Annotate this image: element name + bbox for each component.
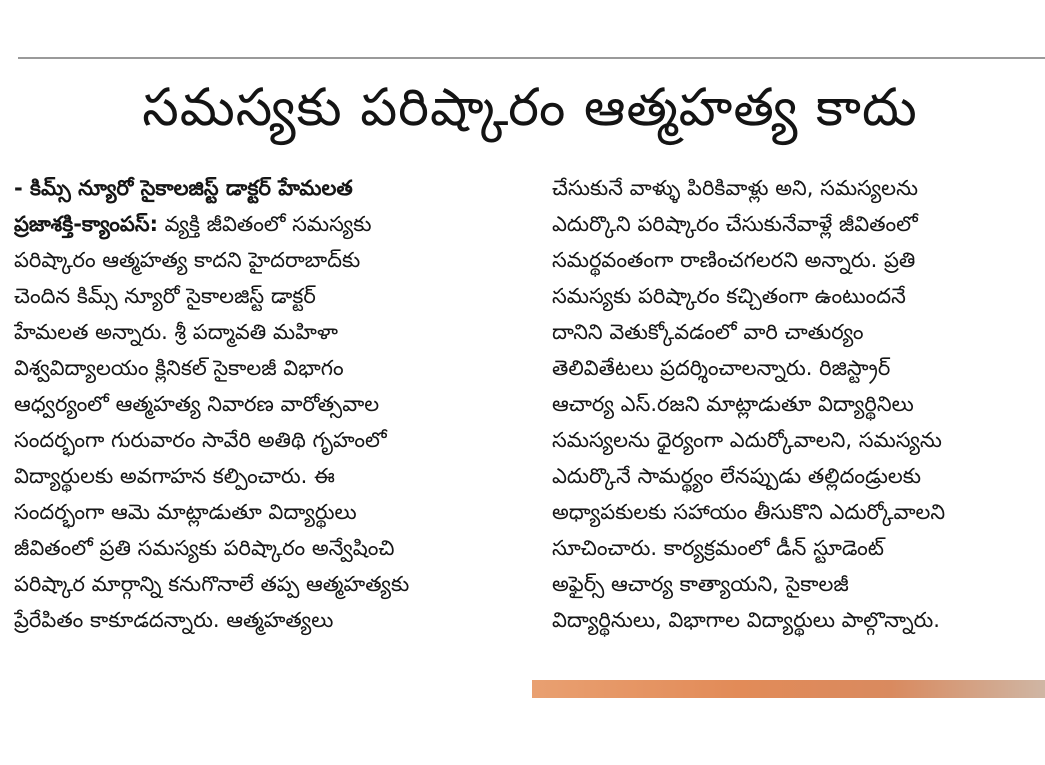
body-line: విశ్వవిద్యాలయం క్లినికల్ సైకాలజీ విభాగం xyxy=(14,356,344,380)
body-line: అధ్యాపకులకు సహాయం తీసుకొని ఎదుర్కోవాలని xyxy=(552,500,946,524)
body-line: ఆచార్య ఎస్.రజని మాట్లాడుతూ విద్యార్థినిలు xyxy=(552,392,914,416)
body-line: ఆధ్వర్యంలో ఆత్మహత్య నివారణ వారోత్సవాల xyxy=(14,392,380,416)
body-line: చెందిన కిమ్స్ న్యూరో సైకాలజిస్ట్ డాక్టర్ xyxy=(14,284,316,308)
body-line: పరిష్కారం ఆత్మహత్య కాదని హైదరాబాద్‌కు xyxy=(14,248,361,272)
body-line: సమస్యకు పరిష్కారం కచ్చితంగా ఉంటుందనే xyxy=(552,284,906,308)
body-line: జీవితంలో ప్రతి సమస్యకు పరిష్కారం అన్వేషించి xyxy=(14,536,395,560)
dateline: ప్రజాశక్తి-క్యాంపస్: xyxy=(14,212,158,236)
headline: సమస్యకు పరిష్కారం ఆత్మహత్య కాదు xyxy=(142,77,918,138)
body-line: సందర్భంగా గురువారం సావేరి అతిథి గృహంలో xyxy=(14,428,387,452)
body-line: ఎదుర్కొనే సామర్థ్యం లేనప్పుడు తల్లిదండ్రులకు xyxy=(552,464,922,488)
photo-strip xyxy=(532,680,1045,698)
body-line: సమస్యలను ధైర్యంగా ఎదుర్కోవాలని, సమస్యను xyxy=(552,428,942,452)
body-line: చేసుకునే వాళ్ళు పిరికివాళ్లు అని, సమస్యలను xyxy=(552,176,919,200)
body-line: విద్యార్థినులు, విభాగాల విద్యార్థులు పాల్గొన్నారు. xyxy=(552,608,940,632)
body-line: పరిష్కార మార్గాన్ని కనుగొనాలే తప్ప ఆత్మహత్యకు xyxy=(14,572,410,596)
body-line: తెలివితేటలు ప్రదర్శించాలన్నారు. రిజిస్ట్రార్ xyxy=(552,356,891,380)
body-line: ప్రేరేపితం కాకూడదన్నారు. ఆత్మహత్యలు xyxy=(14,608,334,632)
body-line: అఫైర్స్ ఆచార్య కాత్యాయని, సైకాలజీ xyxy=(552,572,849,596)
body-line: విద్యార్థులకు అవగాహన కల్పించారు. ఈ xyxy=(14,464,335,488)
kicker-byline: - కిమ్స్ న్యూరో సైకాలజిస్ట్ డాక్టర్ హేమలత xyxy=(14,176,353,200)
left-column xyxy=(14,170,524,638)
body-line: హేమలత అన్నారు. శ్రీ పద్మావతి మహిళా xyxy=(14,320,338,344)
top-rule xyxy=(18,57,1045,59)
body-line-lead xyxy=(14,206,524,242)
body-line: దానిని వెతుక్కోవడంలో వారి చాతుర్యం xyxy=(552,320,864,344)
body-line: సూచించారు. కార్యక్రమంలో డీన్ స్టూడెంట్ xyxy=(552,536,884,560)
lead-text: వ్యక్తి జీవితంలో సమస్యకు xyxy=(158,212,372,236)
right-column xyxy=(552,170,1045,638)
body-line: ఎదుర్కొని పరిష్కారం చేసుకునేవాళ్లే జీవితంలో xyxy=(552,212,918,236)
body-line: సందర్భంగా ఆమె మాట్లాడుతూ విద్యార్థులు xyxy=(14,500,357,524)
body-line: సమర్థవంతంగా రాణించగలరని అన్నారు. ప్రతి xyxy=(552,248,916,272)
